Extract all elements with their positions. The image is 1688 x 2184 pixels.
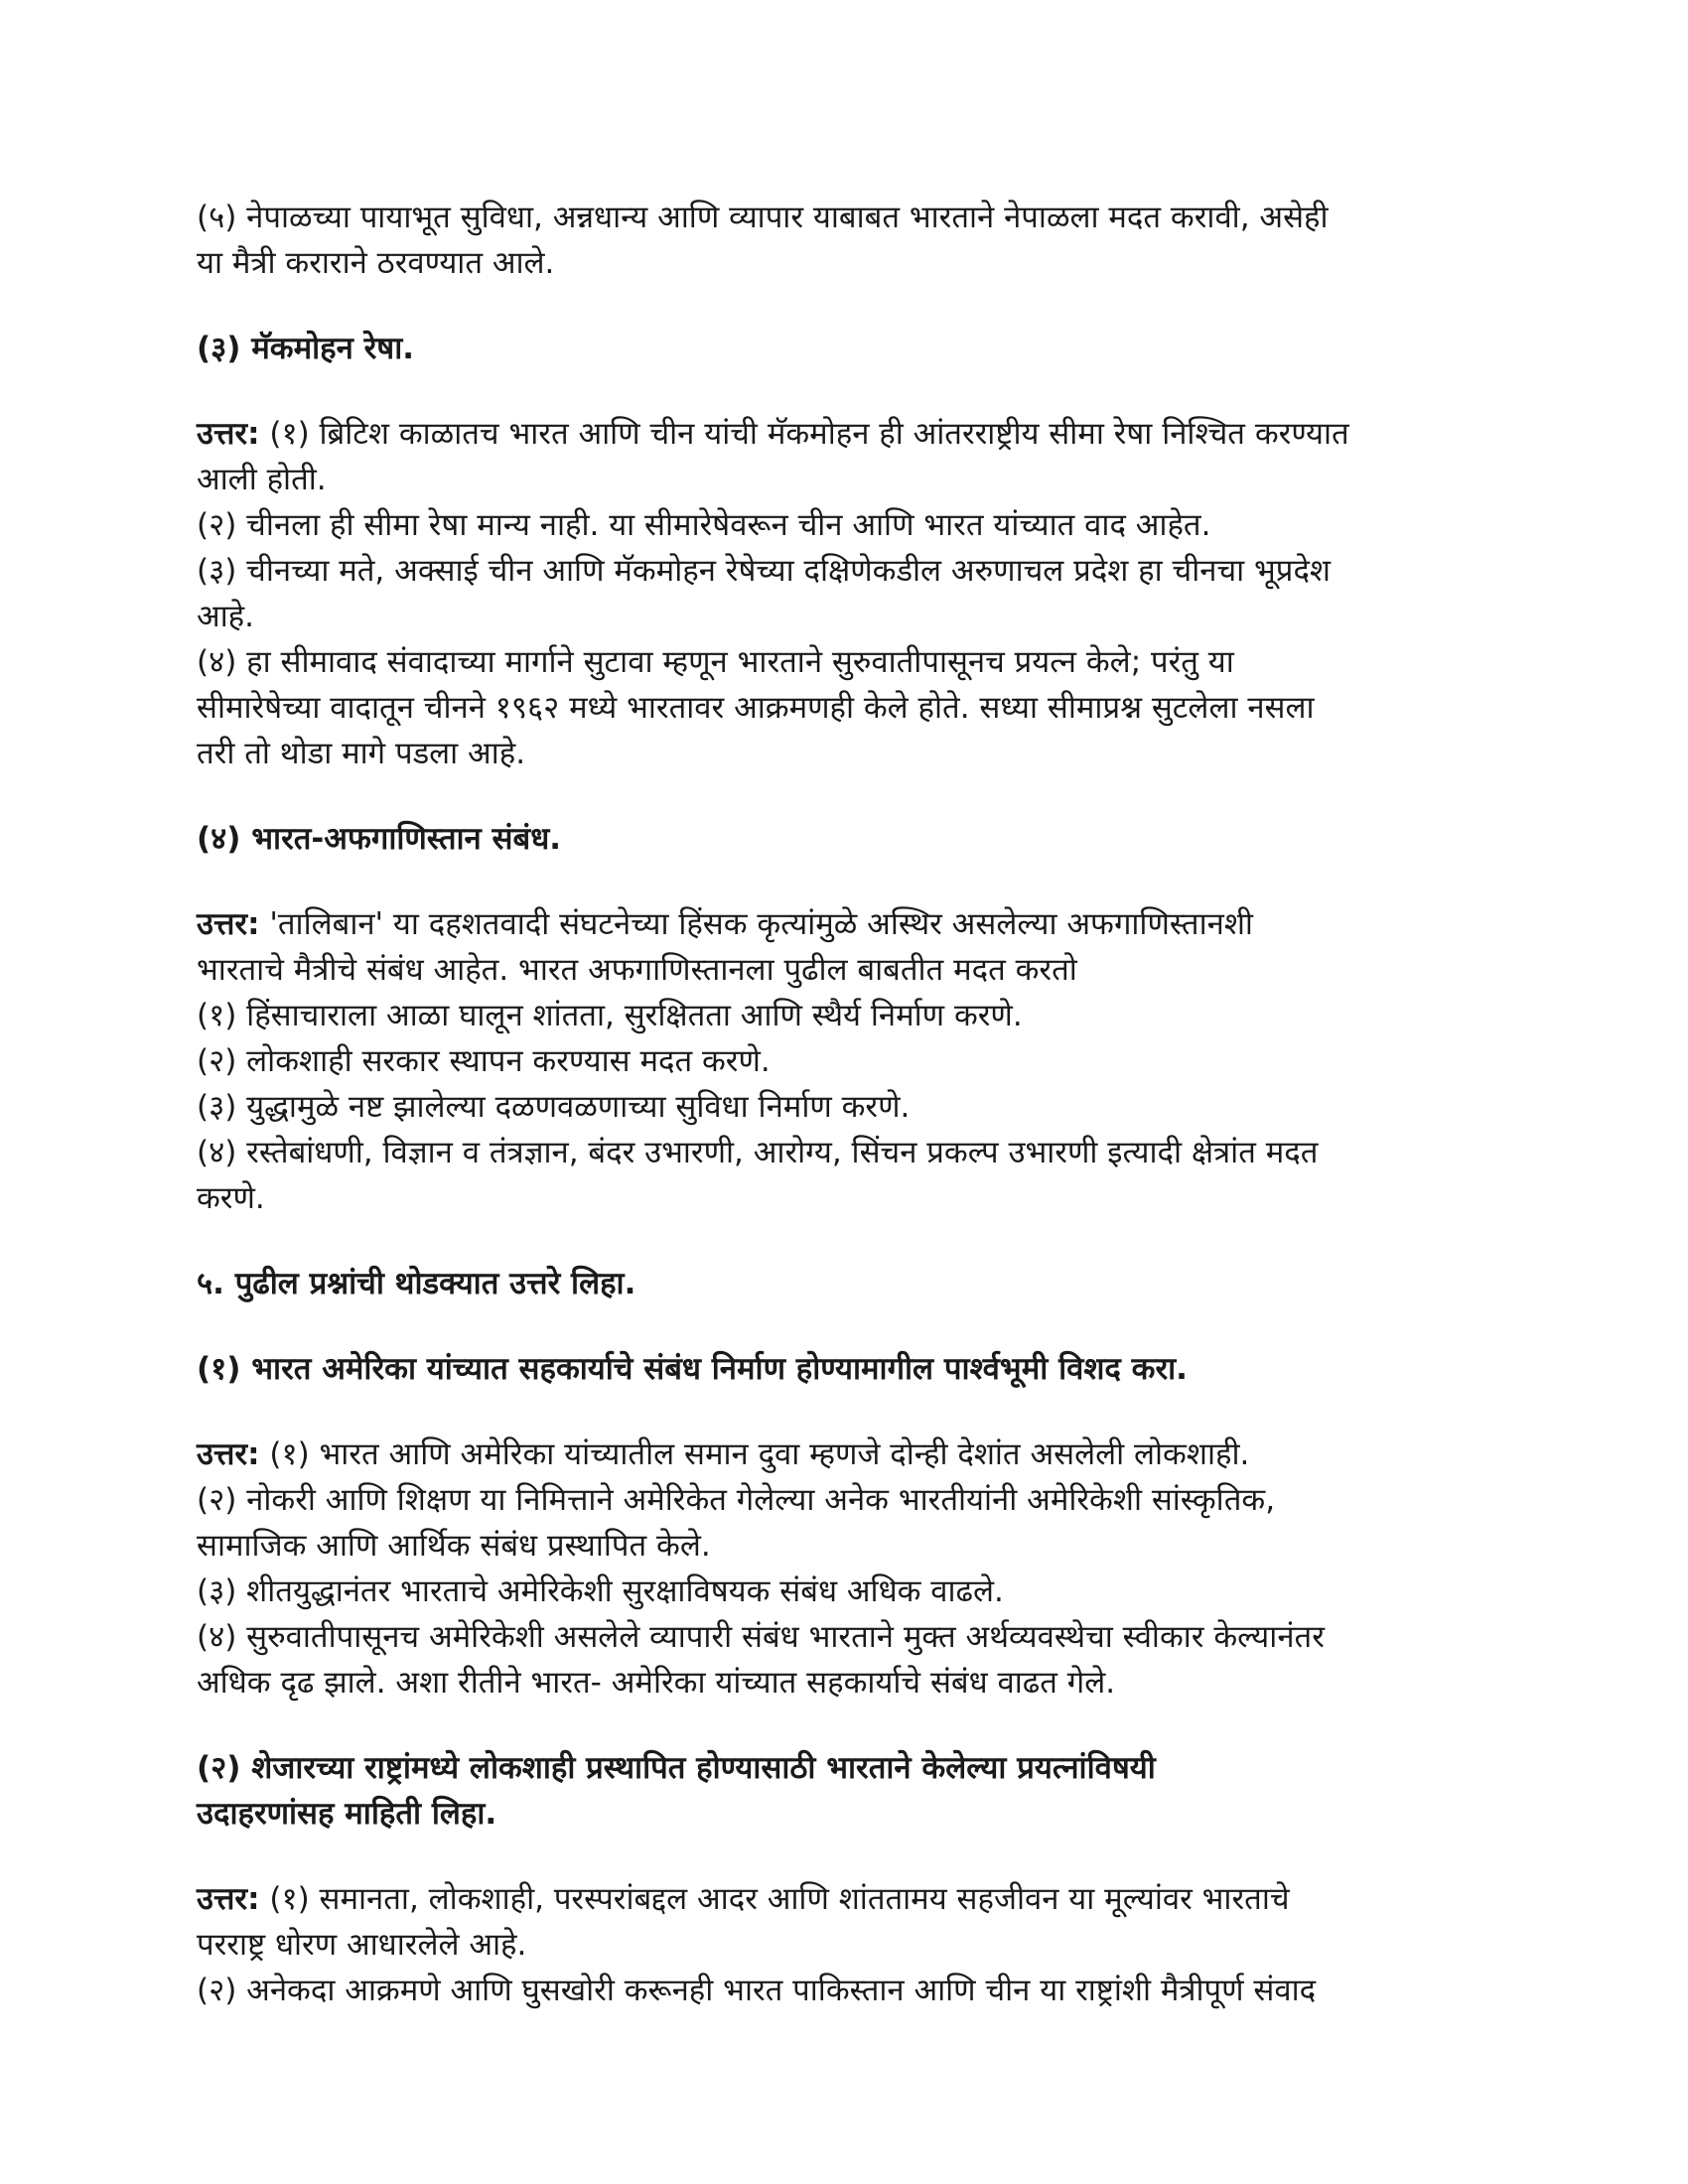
answer-first-line — [197, 1876, 1487, 1922]
answer-mcmahon-line — [197, 411, 1487, 776]
answer-label: उत्तर: — [197, 1881, 260, 1917]
document-page — [197, 195, 1487, 2013]
text-line: (४) सुरुवातीपासूनच अमेरिकेशी असलेले व्यापारी संबंध भारताने मुक्त अर्थव्यवस्थेचा स्वीकार केल्यानंतर — [197, 1619, 1325, 1655]
answer-text: (१) ब्रिटिश काळातच भारत आणि चीन यांची मॅकमोहन ही आंतरराष्ट्रीय सीमा रेषा निश्चित करण्यात — [259, 416, 1349, 452]
answer-first-line — [197, 901, 1487, 947]
answer-text: 'तालिबान' या दहशतवादी संघटनेच्या हिंसक कृत्यांमुळे अस्थिर असलेल्या अफगाणिस्तानशी — [259, 906, 1253, 942]
answer-text: (१) समानता, लोकशाही, परस्परांबद्दल आदर आणि शांततामय सहजीवन या मूल्यांवर भारताचे — [259, 1881, 1290, 1917]
text-line: (३) चीनच्या मते, अक्साई चीन आणि मॅकमोहन रेषेच्या दक्षिणेकडील अरुणाचल प्रदेश हा चीनचा भूप्रदेश — [197, 553, 1331, 589]
text-line: (२) अनेकदा आक्रमणे आणि घुसखोरी करूनही भारत पाकिस्तान आणि चीन या राष्ट्रांशी मैत्रीपूर्ण संवाद — [197, 1973, 1317, 2008]
question-heading-neighbour-democracy — [197, 1745, 1487, 1837]
text-line: (४) हा सीमावाद संवादाच्या मार्गाने सुटावा म्हणून भारताने सुरुवातीपासूनच प्रयत्न केले; परंतु या — [197, 644, 1234, 680]
text-line: आली होती. — [197, 462, 327, 497]
text-line: भारताचे मैत्रीचे संबंध आहेत. भारत अफगाणिस्तानला पुढील बाबतीत मदत करतो — [197, 952, 1077, 988]
text-line: (४) रस्तेबांधणी, विज्ञान व तंत्रज्ञान, बंदर उभारणी, आरोग्य, सिंचन प्रकल्प उभारणी इत्यादी क्षेत्रांत मदत — [197, 1135, 1319, 1170]
answer-label: उत्तर: — [197, 1436, 260, 1472]
text-line: (२) नोकरी आणि शिक्षण या निमित्ताने अमेरिकेत गेलेल्या अनेक भारतीयांनी अमेरिकेशी सांस्कृतिक, — [197, 1482, 1276, 1518]
answer-first-line — [197, 1432, 1487, 1477]
text-line: करणे. — [197, 1180, 265, 1216]
text-line: सीमारेषेच्या वादातून चीनने १९६२ मध्ये भारतावर आक्रमणही केले होते. सध्या सीमाप्रश्न सुटलेला नसला — [197, 690, 1315, 726]
answer-first-line — [197, 411, 1487, 457]
paragraph-point-5 — [197, 195, 1487, 286]
text-line: (१) हिंसाचाराला आळा घालून शांतता, सुरक्षितता आणि स्थैर्य निर्माण करणे. — [197, 998, 1023, 1033]
heading-line: (२) शेजारच्या राष्ट्रांमध्ये लोकशाही प्रस्थापित होण्यासाठी भारताने केलेल्या प्रयत्नांविषयी — [197, 1750, 1156, 1786]
text-line: सामाजिक आणि आर्थिक संबंध प्रस्थापित केले. — [197, 1528, 711, 1564]
question-heading-india-america: (१) भारत अमेरिका यांच्यात सहकार्याचे संबंध निर्माण होण्यामागील पार्श्वभूमी विशद करा. — [197, 1351, 1188, 1387]
text-line: आहे. — [197, 599, 254, 634]
answer-india-afghanistan — [197, 901, 1487, 1221]
text-line: (३) युद्धामुळे नष्ट झालेल्या दळणवळणाच्या सुविधा निर्माण करणे. — [197, 1089, 911, 1125]
question-section-heading: ५. पुढील प्रश्नांची थोडक्यात उत्तरे लिहा. — [197, 1266, 636, 1301]
text-line: परराष्ट्र धोरण आधारलेले आहे. — [197, 1927, 527, 1963]
section-heading-mcmahon-line: (३) मॅकमोहन रेषा. — [197, 331, 415, 366]
answer-label: उत्तर: — [197, 416, 260, 452]
text-line: (५) नेपाळच्या पायाभूत सुविधा, अन्नधान्य आणि व्यापार याबाबत भारताने नेपाळला मदत करावी, असेही — [197, 200, 1329, 235]
answer-india-america — [197, 1432, 1487, 1706]
text-line: अधिक दृढ झाले. अशा रीतीने भारत- अमेरिका यांच्यात सहकार्याचे संबंध वाढत गेले. — [197, 1665, 1116, 1701]
text-line: या मैत्री कराराने ठरवण्यात आले. — [197, 245, 555, 281]
text-line: (३) शीतयुद्धानंतर भारताचे अमेरिकेशी सुरक्षाविषयक संबंध अधिक वाढले. — [197, 1573, 1004, 1609]
heading-line: उदाहरणांसह माहिती लिहा. — [197, 1796, 497, 1832]
text-line: (२) चीनला ही सीमा रेषा मान्य नाही. या सीमारेषेवरून चीन आणि भारत यांच्यात वाद आहेत. — [197, 507, 1211, 543]
section-heading-india-afghanistan: (४) भारत-अफगाणिस्तान संबंध. — [197, 821, 562, 857]
text-line: तरी तो थोडा मागे पडला आहे. — [197, 736, 526, 771]
answer-neighbour-democracy — [197, 1876, 1487, 2013]
answer-text: (१) भारत आणि अमेरिका यांच्यातील समान दुवा म्हणजे दोन्ही देशांत असलेली लोकशाही. — [259, 1436, 1250, 1472]
answer-label: उत्तर: — [197, 906, 260, 942]
text-line: (२) लोकशाही सरकार स्थापन करण्यास मदत करणे. — [197, 1043, 771, 1079]
